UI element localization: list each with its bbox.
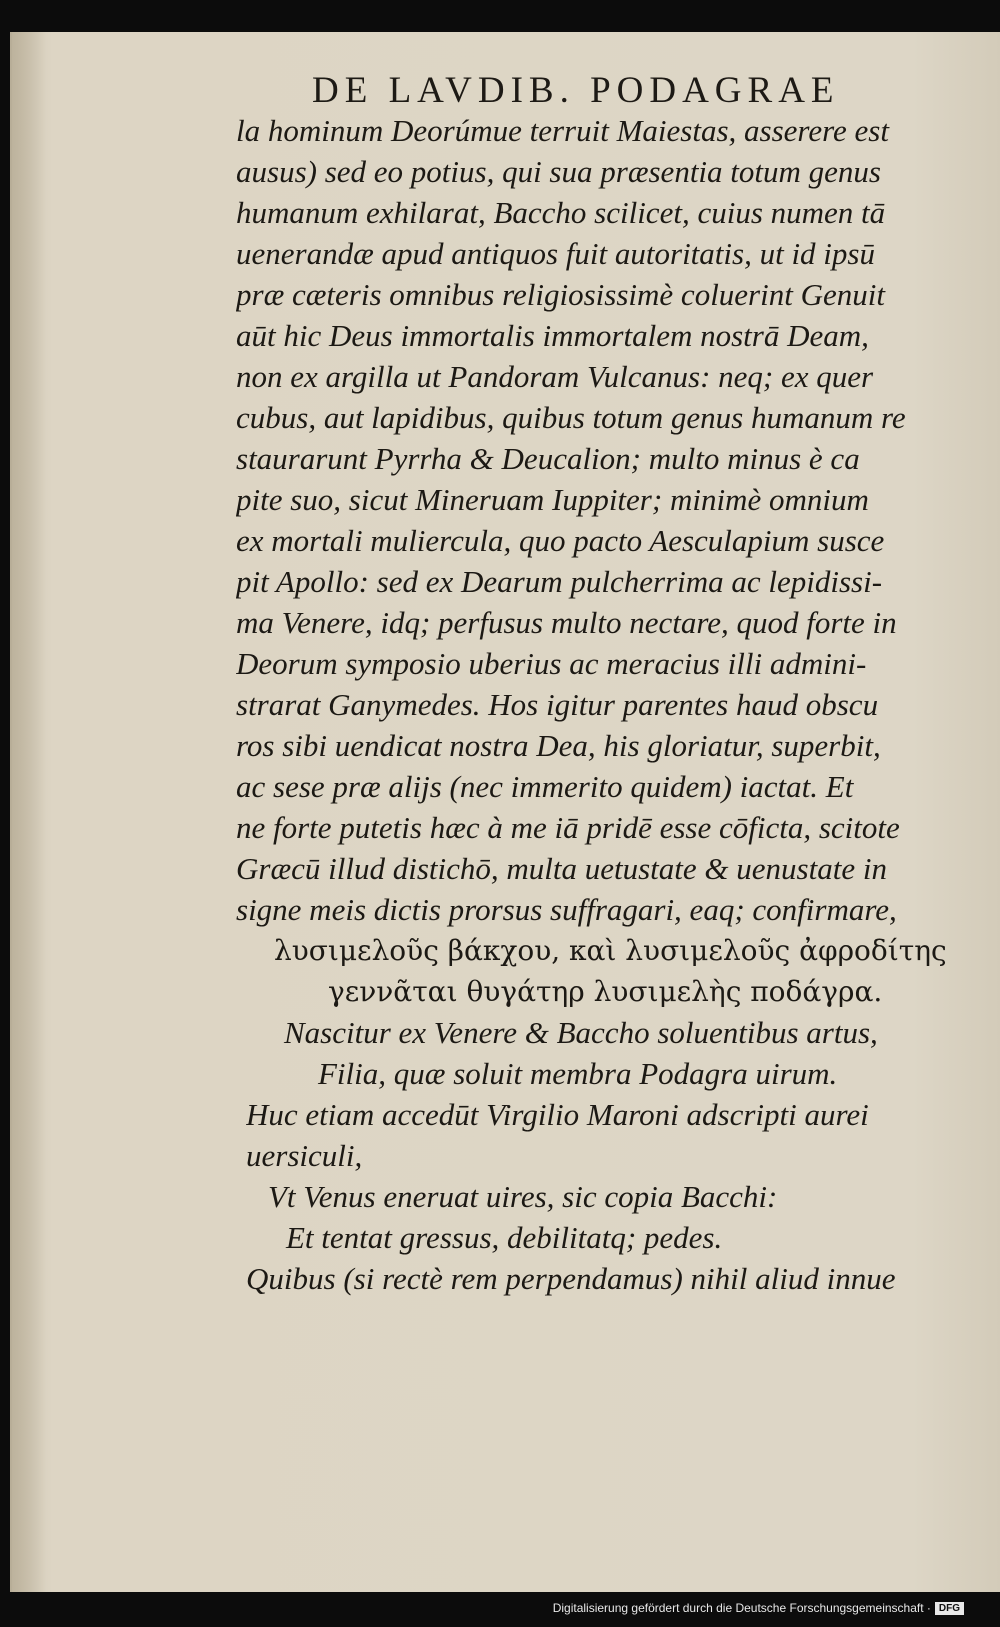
text-line: pit Apollo: sed ex Dearum pulcherrima ac lepidissi- xyxy=(236,564,883,599)
text-line: pite suo, sicut Mineruam Iuppiter; minimè omnium xyxy=(236,482,869,517)
text-line: uenerandæ apud antiquos fuit autoritatis, ut id ipsū xyxy=(236,236,875,271)
latin-verse-line: Et tentat gressus, debilitatq; pedes. xyxy=(286,1220,723,1255)
text-line: humanum exhilarat, Baccho scilicet, cuius numen tā xyxy=(236,195,886,230)
greek-verse-line: λυσιμελοῦς βάκχου, καὶ λυσιμελοῦς ἀφροδίτης xyxy=(274,934,947,967)
book-page xyxy=(10,32,1000,1592)
text-line: cubus, aut lapidibus, quibus totum genus humanum re xyxy=(236,400,906,435)
text-line: ausus) sed eo potius, qui sua præsentia totum genus xyxy=(236,154,881,189)
text-line: Græcū illud distichō, multa uetustate & uenustate in xyxy=(236,851,887,886)
page-gutter-shadow xyxy=(12,32,46,1592)
text-line: staurarunt Pyrrha & Deucalion; multo minus è ca xyxy=(236,441,860,476)
latin-verse-line: Nascitur ex Venere & Baccho soluentibus artus, xyxy=(284,1015,878,1050)
text-line: ma Venere, idq; perfusus multo nectare, quod forte in xyxy=(236,605,897,640)
credit-text: Digitalisierung gefördert durch die Deutsche Forschungsgemeinschaft · xyxy=(552,1601,931,1615)
text-line: ne forte putetis hæc à me iā pridē esse cōficta, scitote xyxy=(236,810,900,845)
text-line: aūt hic Deus immortalis immortalem nostrā Deam, xyxy=(236,318,869,353)
text-line: Quibus (si rectè rem perpendamus) nihil aliud innue xyxy=(246,1261,896,1296)
greek-verse-line: γεννᾶται θυγάτηρ λυσιμελὴς ποδάγρα. xyxy=(328,975,883,1008)
text-line: signe meis dictis prorsus suffragari, eaq; confirmare, xyxy=(236,892,897,927)
text-line: uersiculi, xyxy=(246,1138,363,1173)
latin-verse-line: Filia, quæ soluit membra Podagra uirum. xyxy=(318,1056,838,1091)
text-line: ros sibi uendicat nostra Dea, his gloriatur, superbit, xyxy=(236,728,881,763)
text-line: præ cæteris omnibus religiosissimè coluerint Genuit xyxy=(236,277,885,312)
text-line: la hominum Deorúmue terruit Maiestas, asserere est xyxy=(236,113,889,148)
running-head: DE LAVDIB. PODAGRAE xyxy=(312,70,840,111)
text-line: ex mortali muliercula, quo pacto Aesculapium susce xyxy=(236,523,885,558)
text-line: Deorum symposio uberius ac meracius illi admini- xyxy=(236,646,867,681)
dfg-logo: DFG xyxy=(935,1602,964,1615)
latin-verse-line: Vt Venus eneruat uires, sic copia Bacchi: xyxy=(268,1179,778,1214)
text-line: ac sese præ alijs (nec immerito quidem) iactat. Et xyxy=(236,769,854,804)
text-block xyxy=(236,110,976,1299)
digitization-credit xyxy=(553,1601,964,1615)
text-line: strarat Ganymedes. Hos igitur parentes haud obscu xyxy=(236,687,879,722)
text-line: Huc etiam accedūt Virgilio Maroni adscripti aurei xyxy=(246,1097,869,1132)
text-line: non ex argilla ut Pandoram Vulcanus: neq; ex quer xyxy=(236,359,874,394)
